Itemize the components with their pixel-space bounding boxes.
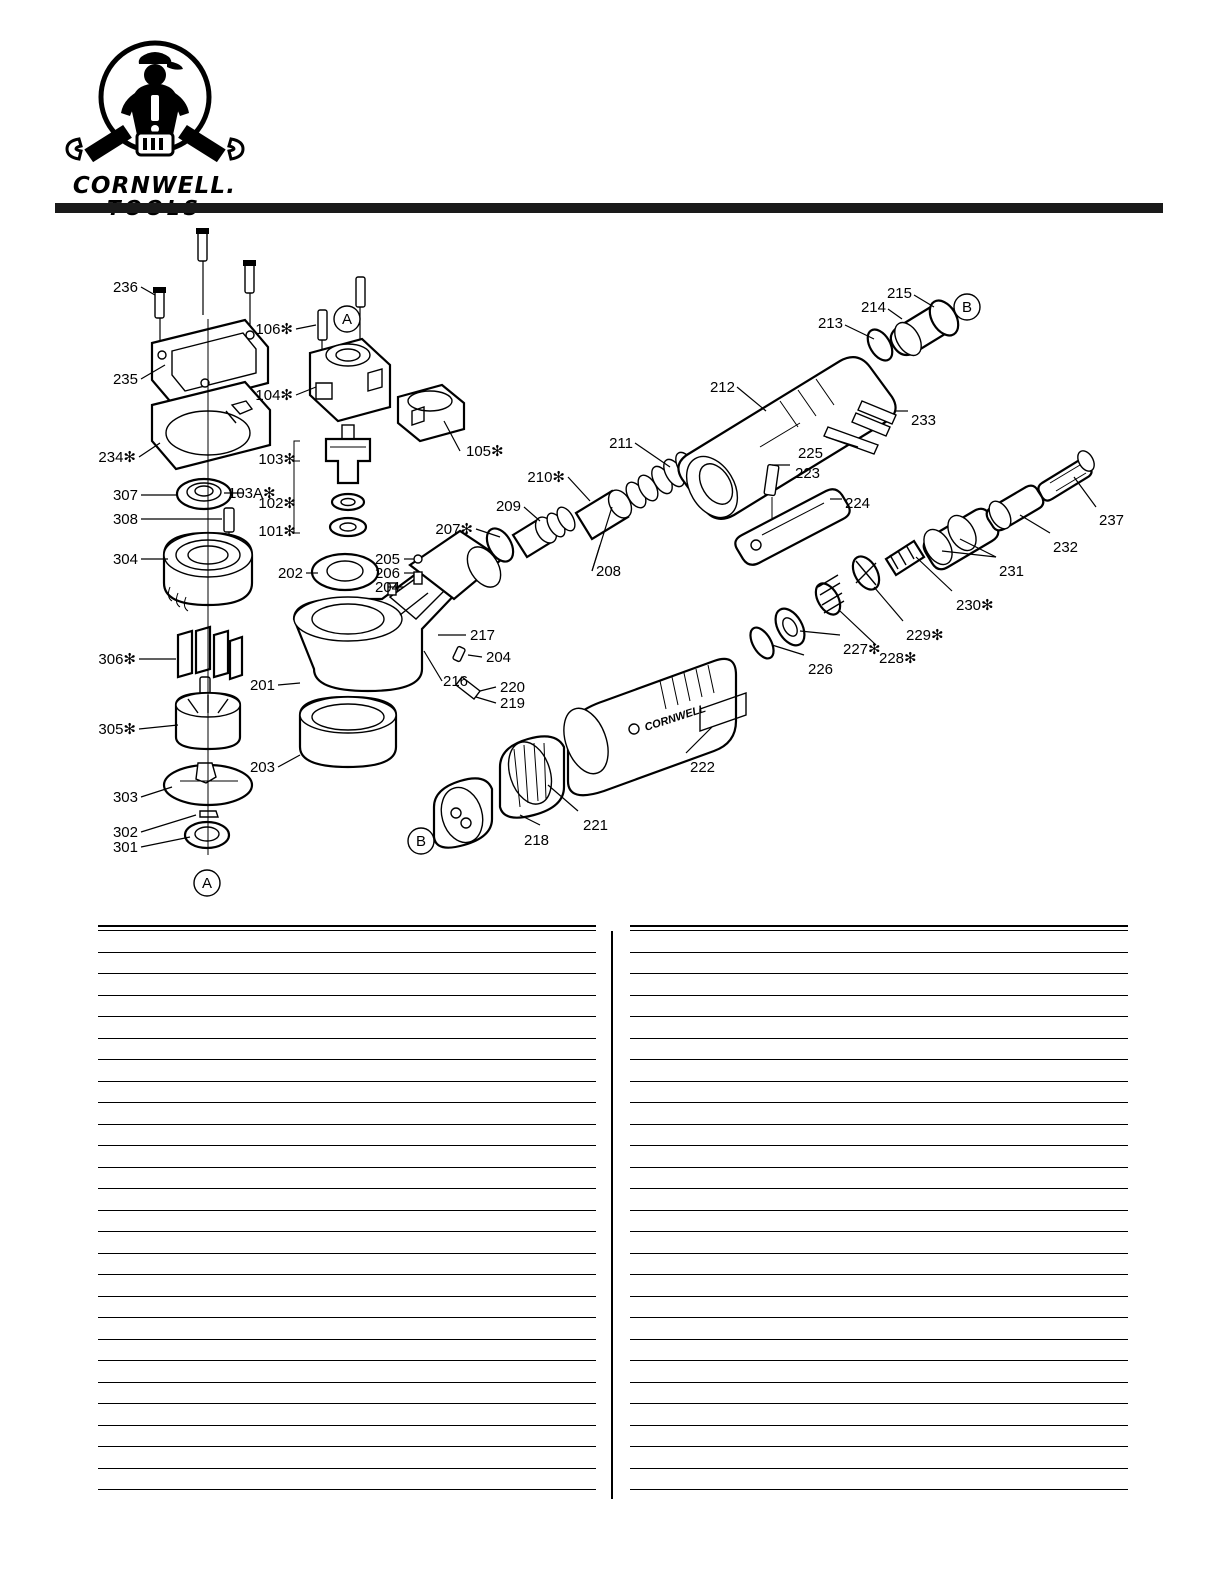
table-row-rule — [630, 1489, 1128, 1490]
svg-text:218: 218 — [524, 832, 550, 849]
svg-text:211: 211 — [609, 435, 633, 452]
table-row-rule — [98, 1102, 596, 1103]
table-row-rule — [98, 1081, 596, 1082]
svg-text:208: 208 — [596, 563, 622, 580]
part-302-key — [200, 811, 218, 817]
svg-text:204: 204 — [374, 579, 400, 596]
svg-text:103✻: 103✻ — [258, 451, 296, 468]
table-row-rule — [98, 1339, 596, 1340]
table-row-rule — [630, 1446, 1128, 1447]
svg-text:213: 213 — [817, 315, 843, 332]
svg-text:209: 209 — [495, 498, 521, 515]
table-row-rule — [98, 952, 596, 953]
table-row-rule — [630, 1210, 1128, 1211]
svg-text:306✻: 306✻ — [98, 651, 136, 668]
svg-text:308: 308 — [112, 511, 138, 528]
brand-logo — [55, 35, 255, 200]
svg-text:237: 237 — [1099, 512, 1125, 529]
table-row-rule — [630, 1296, 1128, 1297]
table-row-rule — [98, 1425, 596, 1426]
table-row-rule — [98, 1167, 596, 1168]
svg-text:229✻: 229✻ — [906, 627, 944, 644]
part-202-collar — [312, 554, 378, 590]
svg-text:201: 201 — [249, 677, 275, 694]
table-row-rule — [630, 1317, 1128, 1318]
table-row-rule — [630, 1081, 1128, 1082]
svg-text:304: 304 — [112, 551, 138, 568]
svg-text:210✻: 210✻ — [527, 469, 565, 486]
svg-text:224: 224 — [845, 495, 871, 512]
svg-text:231: 231 — [999, 563, 1025, 580]
section-marker-a-top: A — [341, 311, 353, 328]
svg-text:233: 233 — [911, 412, 937, 429]
svg-text:214: 214 — [860, 299, 886, 316]
table-row-rule — [98, 995, 596, 996]
table-row-rule — [98, 1446, 596, 1447]
svg-text:101✻: 101✻ — [258, 523, 296, 540]
table-top-rule-2 — [98, 930, 596, 931]
part-221-sleeve — [500, 736, 564, 817]
part-105-collar — [398, 385, 464, 441]
svg-text:225: 225 — [797, 445, 823, 462]
table-row-rule — [630, 1188, 1128, 1189]
table-row-rule — [630, 995, 1128, 996]
svg-text:221: 221 — [583, 817, 609, 834]
table-row-rule — [98, 1124, 596, 1125]
svg-text:219: 219 — [500, 695, 526, 712]
table-row-rule — [630, 1425, 1128, 1426]
svg-text:204: 204 — [486, 649, 512, 666]
table-row-rule — [630, 1167, 1128, 1168]
table-row-rule — [98, 1360, 596, 1361]
section-marker-a-bottom: A — [201, 875, 213, 892]
part-222-handle — [556, 659, 746, 795]
table-row-rule — [98, 1403, 596, 1404]
table-row-rule — [630, 1339, 1128, 1340]
part-103-spindle — [326, 425, 370, 483]
header-divider-bar — [55, 203, 1163, 213]
svg-text:212: 212 — [709, 379, 735, 396]
svg-text:217: 217 — [470, 627, 496, 644]
table-row-rule — [98, 973, 596, 974]
table-row-rule — [98, 1253, 596, 1254]
table-row-rule — [630, 1253, 1128, 1254]
svg-text:222: 222 — [690, 759, 716, 776]
svg-text:220: 220 — [500, 679, 526, 696]
table-row-rule — [630, 973, 1128, 974]
svg-text:103A✻: 103A✻ — [228, 485, 276, 502]
exploded-parts-diagram — [0, 215, 1225, 905]
table-row-rule — [630, 1038, 1128, 1039]
svg-text:232: 232 — [1053, 539, 1079, 556]
table-column-divider — [611, 931, 613, 1499]
part-203-shroud — [300, 697, 396, 767]
table-row-rule — [98, 1296, 596, 1297]
part-306-rotor-blades — [178, 627, 242, 679]
cornwell-mechanic-logo-icon — [55, 35, 255, 175]
table-row-rule — [98, 1231, 596, 1232]
table-row-rule — [98, 1317, 596, 1318]
table-row-rule — [630, 1468, 1128, 1469]
svg-text:230✻: 230✻ — [956, 597, 994, 614]
svg-text:207✻: 207✻ — [435, 521, 473, 538]
svg-text:228✻: 228✻ — [879, 650, 917, 667]
svg-text:235: 235 — [112, 371, 138, 388]
svg-text:CORNWELL: CORNWELL — [643, 702, 708, 734]
page-header — [0, 0, 1225, 215]
svg-text:216: 216 — [443, 673, 469, 690]
svg-text:215: 215 — [886, 285, 912, 302]
table-row-rule — [630, 1360, 1128, 1361]
svg-text:234✻: 234✻ — [98, 449, 136, 466]
table-row-rule — [98, 1489, 596, 1490]
table-row-rule — [630, 1124, 1128, 1125]
table-row-rule — [98, 1016, 596, 1017]
part-104-gear-housing — [310, 339, 390, 421]
table-row-rule — [630, 1059, 1128, 1060]
svg-text:105✻: 105✻ — [466, 443, 504, 460]
svg-text:236: 236 — [112, 279, 138, 296]
table-row-rule — [98, 1059, 596, 1060]
brand-line-1: CORNWELL. — [72, 173, 237, 199]
table-row-rule — [98, 1145, 596, 1146]
part-307-bearing — [177, 479, 231, 509]
svg-text:106✻: 106✻ — [255, 321, 293, 338]
table-row-rule — [630, 952, 1128, 953]
table-row-rule — [98, 1382, 596, 1383]
part-201-angle-body — [294, 531, 508, 691]
svg-text:206: 206 — [374, 565, 400, 582]
parts-214-215-end-cap — [889, 296, 964, 361]
table-row-rule — [630, 1403, 1128, 1404]
table-row-rule — [98, 1188, 596, 1189]
parts-list-table — [98, 925, 1128, 1505]
section-marker-b-bottom: B — [415, 833, 427, 850]
table-row-rule — [630, 1274, 1128, 1275]
parts-list-left-column — [98, 925, 596, 1505]
table-row-rule — [98, 1274, 596, 1275]
svg-text:102✻: 102✻ — [258, 495, 296, 512]
table-row-rule — [630, 1231, 1128, 1232]
table-row-rule — [630, 1382, 1128, 1383]
svg-text:307: 307 — [112, 487, 138, 504]
svg-text:205: 205 — [374, 551, 400, 568]
table-row-rule — [630, 1016, 1128, 1017]
svg-text:303: 303 — [112, 789, 138, 806]
svg-text:203: 203 — [249, 759, 275, 776]
svg-text:227✻: 227✻ — [843, 641, 881, 658]
svg-text:226: 226 — [808, 661, 834, 678]
svg-text:104✻: 104✻ — [255, 387, 293, 404]
table-top-rule — [98, 925, 596, 927]
svg-text:202: 202 — [277, 565, 303, 582]
part-301-bearing — [185, 822, 229, 848]
table-row-rule — [98, 1468, 596, 1469]
table-top-rule-2 — [630, 930, 1128, 931]
table-row-rule — [630, 1102, 1128, 1103]
section-marker-b-top: B — [961, 299, 973, 316]
svg-text:223: 223 — [795, 465, 821, 482]
table-row-rule — [630, 1145, 1128, 1146]
table-row-rule — [98, 1210, 596, 1211]
part-218-end-cap — [434, 778, 492, 847]
svg-text:302: 302 — [112, 824, 138, 841]
table-top-rule — [630, 925, 1128, 927]
svg-text:305✻: 305✻ — [98, 721, 136, 738]
table-row-rule — [98, 1038, 596, 1039]
diagram-canvas — [0, 215, 1225, 905]
parts-list-right-column — [630, 925, 1128, 1505]
svg-text:301: 301 — [112, 839, 138, 856]
